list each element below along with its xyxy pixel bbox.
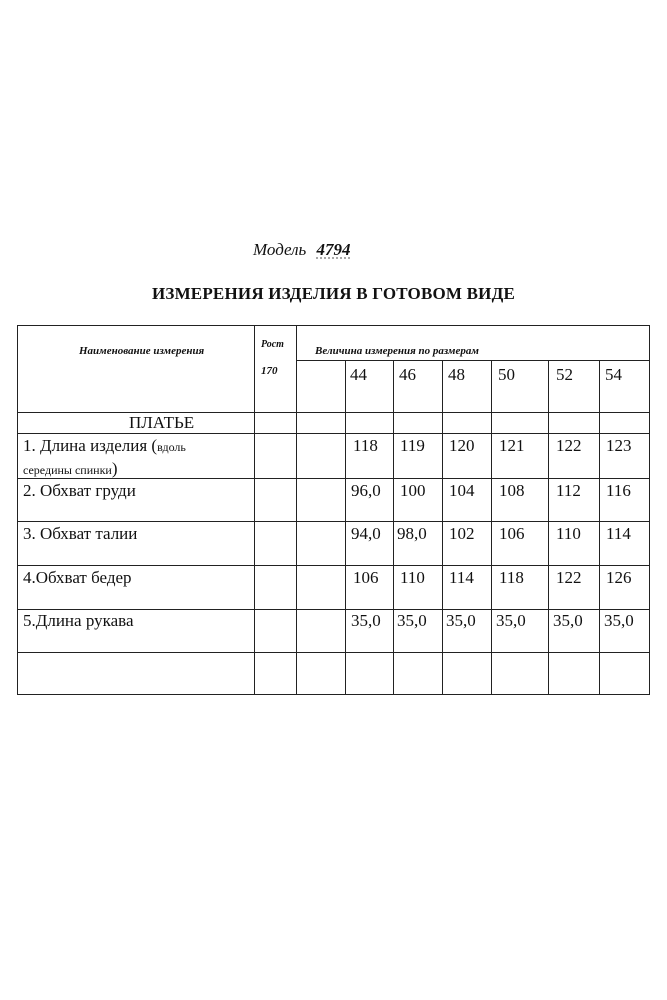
row-5-value: 35,0 — [604, 611, 634, 630]
row-1-value: 121 — [499, 436, 525, 455]
row-4-value: 110 — [400, 568, 425, 587]
size-54: 54 — [605, 365, 622, 384]
row-1-name: 1. Длина изделия (вдоль — [23, 436, 186, 455]
row-5-value: 35,0 — [553, 611, 583, 630]
header-sizes: Величина измерения по размерам — [315, 345, 479, 357]
size-52: 52 — [556, 365, 573, 384]
size-44: 44 — [350, 365, 367, 384]
row-3-value: 98,0 — [397, 524, 427, 543]
row-3-value: 106 — [499, 524, 525, 543]
row-2-value: 112 — [556, 481, 581, 500]
size-50: 50 — [498, 365, 515, 384]
row-5-value: 35,0 — [397, 611, 427, 630]
table-border — [18, 326, 650, 695]
row-1-value: 119 — [400, 436, 425, 455]
row-5-value: 35,0 — [496, 611, 526, 630]
row-4-value: 106 — [353, 568, 379, 587]
row-2-value: 104 — [449, 481, 475, 500]
row-1-name-line2: середины спинки) — [23, 459, 118, 478]
row-3-value: 110 — [556, 524, 581, 543]
measurements-table — [17, 325, 650, 695]
page-title: ИЗМЕРЕНИЯ ИЗДЕЛИЯ В ГОТОВОМ ВИДЕ — [151, 284, 516, 303]
row-5-name: 5.Длина рукава — [23, 611, 134, 630]
row-4-value: 126 — [606, 568, 632, 587]
model-number: 4794 — [316, 240, 351, 259]
height-value: 170 — [261, 365, 278, 377]
row-3-name: 3. Обхват талии — [23, 524, 138, 543]
row-3-value: 102 — [449, 524, 475, 543]
row-1-value: 120 — [449, 436, 475, 455]
section-title: ПЛАТЬЕ — [129, 413, 195, 432]
size-46: 46 — [399, 365, 416, 384]
size-48: 48 — [448, 365, 465, 384]
row-4-value: 114 — [449, 568, 474, 587]
row-3-value: 94,0 — [351, 524, 381, 543]
row-2-value: 100 — [400, 481, 426, 500]
row-1-value: 123 — [606, 436, 632, 455]
row-2-name: 2. Обхват груди — [23, 481, 136, 500]
model-caption — [253, 240, 351, 260]
row-4-value: 118 — [499, 568, 524, 587]
row-2-value: 96,0 — [351, 481, 381, 500]
model-label: Модель — [253, 240, 307, 259]
row-3-value: 114 — [606, 524, 631, 543]
row-5-value: 35,0 — [446, 611, 476, 630]
header-name: Наименование измерения — [79, 345, 205, 357]
row-2-value: 108 — [499, 481, 525, 500]
row-1-value: 122 — [556, 436, 582, 455]
header-height: Рост — [261, 339, 284, 350]
row-1-value: 118 — [353, 436, 378, 455]
row-2-value: 116 — [606, 481, 631, 500]
row-4-value: 122 — [556, 568, 582, 587]
row-4-name: 4.Обхват бедер — [23, 568, 132, 587]
row-5-value: 35,0 — [351, 611, 381, 630]
